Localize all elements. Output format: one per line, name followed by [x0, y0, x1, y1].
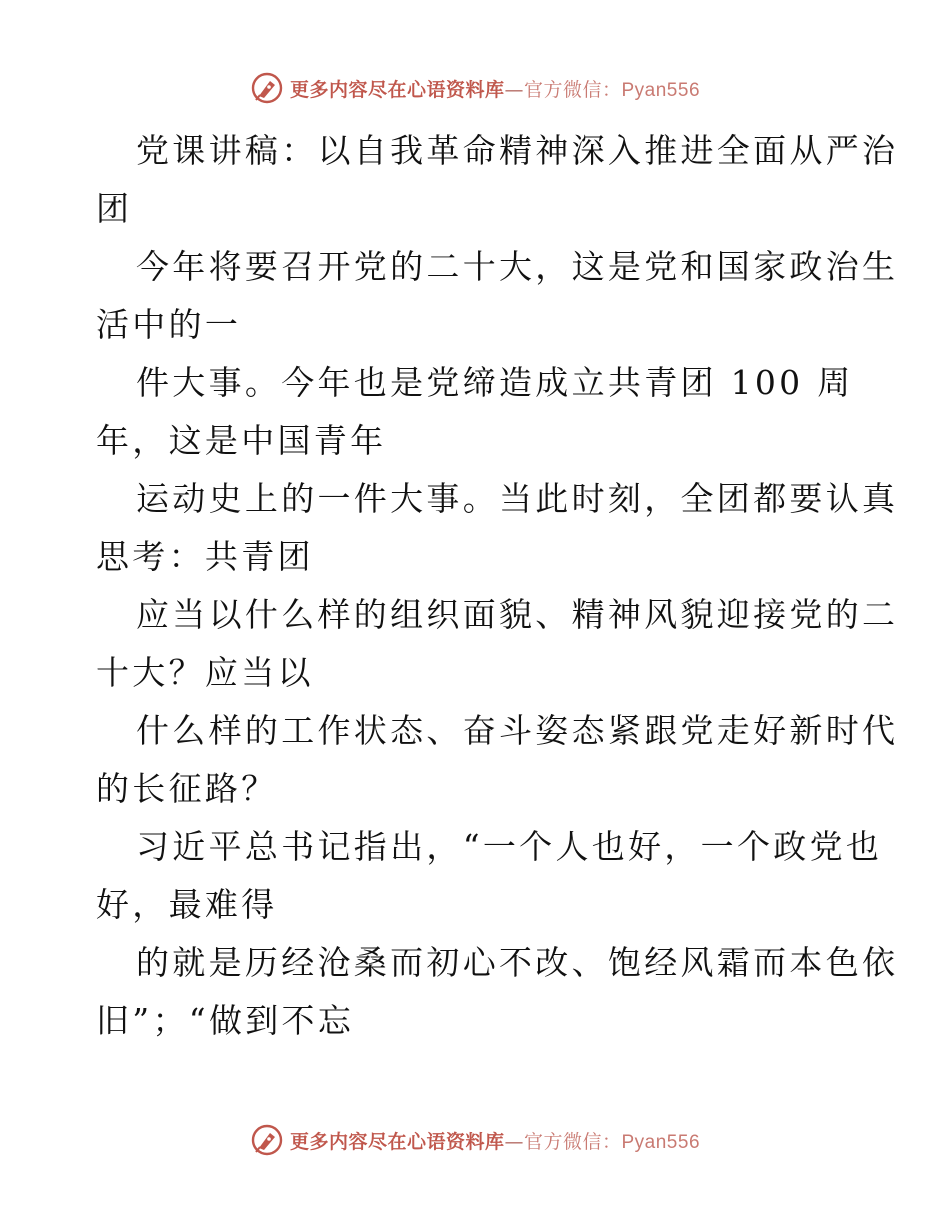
text-line: 好，最难得	[96, 885, 278, 924]
watermark-text	[290, 75, 700, 102]
text-line: 年，这是中国青年	[96, 421, 387, 460]
pen-nib-logo-icon	[250, 71, 284, 105]
document-body	[96, 122, 899, 1050]
text-line: 今年将要召开党的二十大，这是党和国家政治生	[136, 247, 899, 286]
text-line: 运动史上的一件大事。当此时刻，全团都要认真	[136, 479, 899, 518]
footer-watermark	[0, 1118, 950, 1162]
text-line: 十大？应当以	[96, 653, 314, 692]
text-line: 应当以什么样的组织面貌、精神风貌迎接党的二	[136, 595, 899, 634]
watermark-brand: 更多内容尽在心语资料库	[289, 1130, 505, 1153]
text-line: 什么样的工作状态、奋斗姿态紧跟党走好新时代	[136, 711, 899, 750]
text-line: 党课讲稿：以自我革命精神深入推进全面从严治	[136, 131, 899, 170]
watermark-separator: —	[504, 1130, 524, 1153]
watermark-account: Pyan556	[621, 79, 701, 101]
text-line: 旧”；“做到不忘	[96, 1001, 355, 1040]
watermark-separator: —	[504, 78, 524, 101]
watermark-label: 官方微信：	[523, 1130, 622, 1153]
pen-nib-logo-icon	[250, 1123, 284, 1157]
text-line: 团	[96, 189, 133, 228]
watermark-label: 官方微信：	[523, 78, 622, 101]
watermark-brand: 更多内容尽在心语资料库	[289, 78, 505, 101]
watermark-account: Pyan556	[621, 1131, 701, 1153]
text-line: 件大事。今年也是党缔造成立共青团 100 周	[136, 363, 854, 402]
text-line: 习近平总书记指出，“一个人也好，一个政党也	[136, 827, 883, 866]
text-line: 活中的一	[96, 305, 242, 344]
text-line: 思考：共青团	[96, 537, 314, 576]
watermark-text	[290, 1127, 700, 1154]
text-line: 的长征路？	[96, 769, 278, 808]
text-line: 的就是历经沧桑而初心不改、饱经风霜而本色依	[136, 943, 899, 982]
header-watermark	[0, 66, 950, 110]
